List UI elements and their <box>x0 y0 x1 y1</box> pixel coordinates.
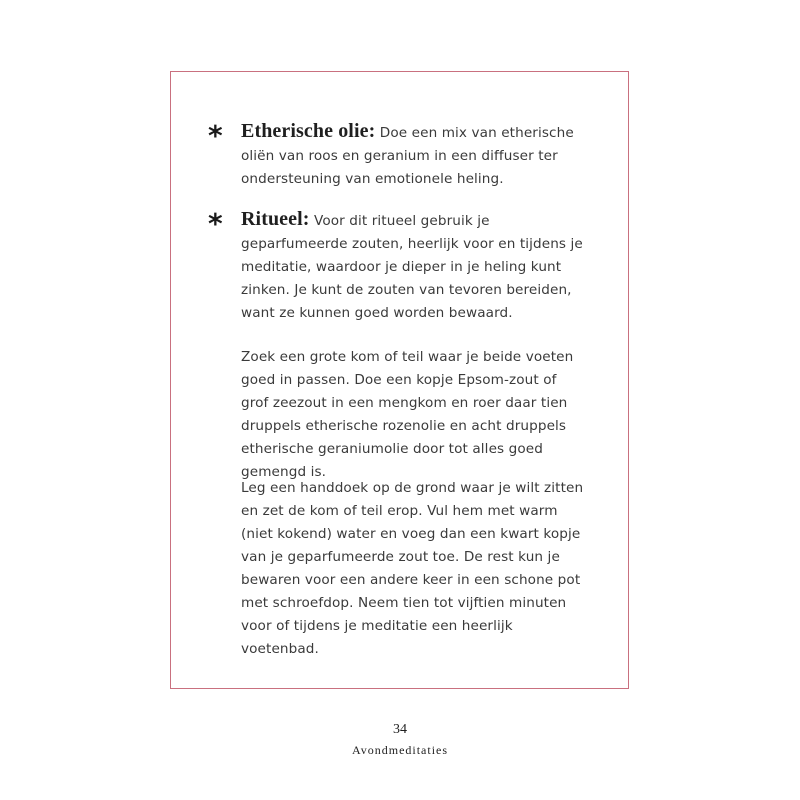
ritual-text: Voor dit ritueel gebruik je geparfumeerde zouten, heerlijk voor en tijdens je meditatie, waardoor je dieper in je heling kunt zinken. Je kunt de zouten van tevoren bereiden, want ze kunnen goed worden bewaard. <box>241 213 583 321</box>
running-footer: Avondmeditaties <box>351 743 449 757</box>
ritual-paragraph <box>241 208 586 325</box>
asterisk-bullet-icon: * <box>208 207 223 240</box>
page-number: 34 <box>393 722 407 737</box>
oil-paragraph <box>241 120 586 191</box>
oil-heading: Etherische olie: <box>241 120 376 142</box>
body-paragraph-2: Zoek een grote kom of teil waar je beide voeten goed in passen. Doe een kopje Epsom-zout of grof zeezout in een mengkom en roer daar tien druppels etherische rozenolie en acht druppels etherische geraniumolie door tot alles goed gemengd is. <box>241 349 574 480</box>
body-paragraph-3: Leg een handdoek op de grond waar je wilt zitten en zet de kom of teil erop. Vul hem met warm (niet kokend) water en voeg dan een kwart kopje van je geparfumeerde zout toe. De rest kun je bewaren voor een andere keer in een schone pot met schroefdop. Neem tien tot vijftien minuten voor of tijdens je meditatie een heerlijk voetenbad. <box>241 480 584 657</box>
oil-text: Doe een mix van etherische oliën van roos en geranium in een diffuser ter ondersteuning van emotionele heling. <box>241 125 574 187</box>
asterisk-bullet-icon: * <box>208 119 223 152</box>
ritual-heading: Ritueel: <box>241 208 310 230</box>
